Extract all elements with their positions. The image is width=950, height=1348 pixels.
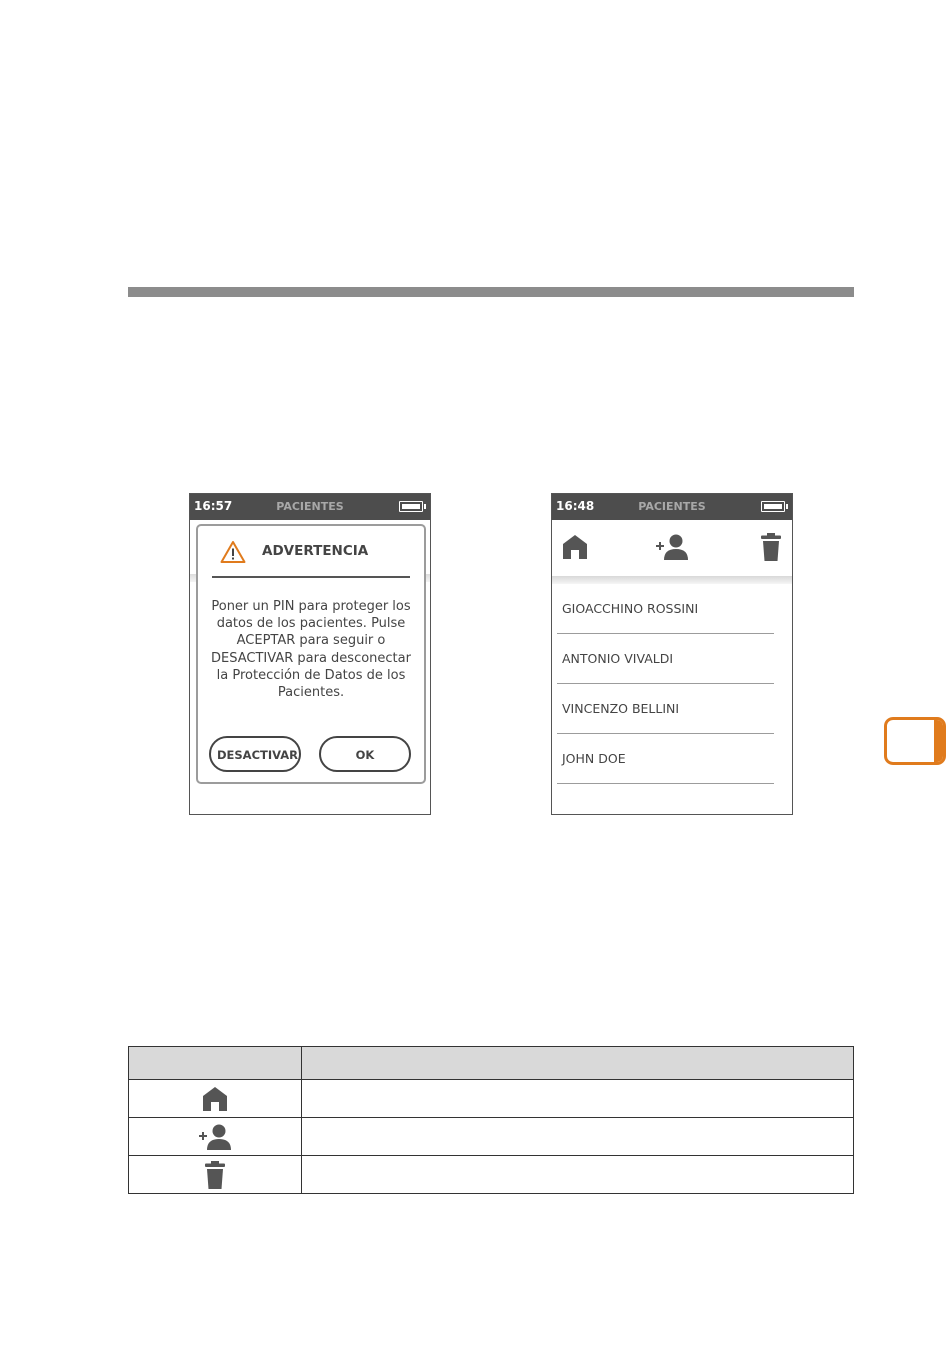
home-icon[interactable] xyxy=(562,534,588,560)
header-description-column xyxy=(302,1047,854,1080)
table-row xyxy=(129,1118,854,1156)
patient-name: ANTONIO VIVALDI xyxy=(562,651,674,666)
add-patient-icon xyxy=(199,1124,231,1150)
icon-legend-table xyxy=(128,1046,854,1194)
add-patient-icon[interactable] xyxy=(656,534,688,560)
table-header-row xyxy=(129,1047,854,1080)
list-item[interactable] xyxy=(557,734,774,784)
patient-name: VINCENZO BELLINI xyxy=(562,701,680,716)
trash-icon[interactable] xyxy=(760,533,782,561)
chapter-tab-marker xyxy=(884,717,946,765)
patient-name: JOHN DOE xyxy=(562,751,626,766)
description-cell xyxy=(302,1118,854,1156)
battery-icon xyxy=(761,501,785,512)
status-bar xyxy=(190,494,430,520)
dialog-message: Poner un PIN para proteger los datos de los pacientes. Pulse ACEPTAR para seguir o DESACTIVAR para desconectar la Protección de Datos de los Pacientes. xyxy=(211,599,411,701)
trash-icon xyxy=(204,1161,226,1189)
battery-icon xyxy=(399,501,423,512)
device-screen-warning xyxy=(189,493,431,815)
description-cell xyxy=(302,1080,854,1118)
ok-button[interactable]: OK xyxy=(319,736,411,772)
header-icon-column xyxy=(129,1047,302,1080)
description-cell xyxy=(302,1156,854,1194)
patient-list xyxy=(557,584,774,784)
icon-cell xyxy=(129,1156,302,1194)
status-bar xyxy=(552,494,792,520)
patient-name: GIOACCHINO ROSSINI xyxy=(562,601,699,616)
clock: 16:48 xyxy=(556,499,595,513)
dialog-header xyxy=(212,540,410,578)
table-row xyxy=(129,1156,854,1194)
chapter-tab-fill xyxy=(934,720,943,762)
list-item[interactable] xyxy=(557,584,774,634)
toolbar xyxy=(552,520,792,576)
warning-dialog xyxy=(196,524,426,784)
list-item[interactable] xyxy=(557,684,774,734)
home-icon xyxy=(202,1086,228,1112)
clock: 16:57 xyxy=(194,499,233,513)
screen-title: PACIENTES xyxy=(638,500,706,513)
icon-cell xyxy=(129,1118,302,1156)
table-row xyxy=(129,1080,854,1118)
toolbar-shadow xyxy=(552,576,792,584)
screen-title: PACIENTES xyxy=(276,500,344,513)
icon-cell xyxy=(129,1080,302,1118)
dialog-title: ADVERTENCIA xyxy=(262,543,369,559)
section-divider xyxy=(128,287,854,297)
deactivate-button[interactable]: DESACTIVAR xyxy=(209,736,301,772)
list-item[interactable] xyxy=(557,634,774,684)
device-screen-patients xyxy=(551,493,793,815)
warning-icon xyxy=(220,540,246,564)
